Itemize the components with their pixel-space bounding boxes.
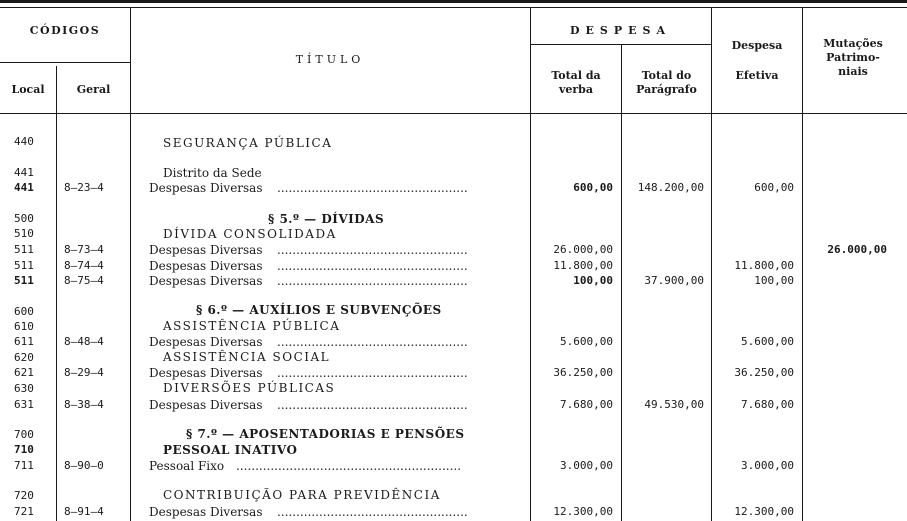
total-verba-header-2: verba bbox=[558, 83, 593, 96]
leader-dots: .................................................. bbox=[277, 274, 468, 288]
local-code: 510 bbox=[14, 227, 34, 240]
local-code: 500 bbox=[14, 212, 34, 225]
verba-value: 100,00 bbox=[573, 274, 613, 287]
section-title: § 7.º — APOSENTADORIAS E PENSÕES bbox=[186, 427, 465, 441]
local-code: 630 bbox=[14, 382, 34, 395]
local-code: 700 bbox=[14, 428, 34, 441]
section-title: § 5.º — DÍVIDAS bbox=[268, 212, 385, 226]
verba-value: 5.600,00 bbox=[560, 335, 613, 348]
geral-code: 8—91—4 bbox=[64, 505, 104, 518]
local-code: 711 bbox=[14, 459, 34, 472]
local-code: 631 bbox=[14, 398, 34, 411]
leader-dots: .................................................. bbox=[277, 259, 468, 273]
efetiva-value: 11.800,00 bbox=[734, 259, 794, 272]
verba-value: 26.000,00 bbox=[553, 243, 613, 256]
mutacoes-header-3: niais bbox=[838, 65, 868, 78]
row-title: CONTRIBUIÇÃO PARA PREVIDÊNCIA bbox=[163, 488, 441, 502]
efetiva-value: 600,00 bbox=[754, 181, 794, 194]
titulo-header: TÍTULO bbox=[295, 53, 365, 66]
efetiva-value: 36.250,00 bbox=[734, 366, 794, 379]
geral-code: 8—38—4 bbox=[64, 398, 104, 411]
col-line-local bbox=[56, 66, 57, 521]
paragrafo-value: 148.200,00 bbox=[637, 181, 704, 194]
verba-value: 12.300,00 bbox=[553, 505, 613, 518]
row-title: Despesas Diversas bbox=[149, 335, 263, 349]
mutacoes-header-1: Mutações bbox=[823, 37, 883, 50]
row-title: Despesas Diversas bbox=[149, 259, 263, 273]
efetiva-value: 3.000,00 bbox=[741, 459, 794, 472]
header-bottom-rule bbox=[0, 113, 907, 114]
row-title: Despesas Diversas bbox=[149, 366, 263, 380]
despesa-header: DESPESA bbox=[569, 24, 671, 37]
local-code: 611 bbox=[14, 335, 34, 348]
verba-value: 36.250,00 bbox=[553, 366, 613, 379]
top-rule-thin bbox=[0, 7, 907, 8]
despesa-efetiva-header-2: Efetiva bbox=[735, 69, 779, 82]
local-header: Local bbox=[11, 83, 45, 96]
total-paragrafo-header-1: Total do bbox=[641, 69, 692, 82]
row-title: SEGURANÇA PÚBLICA bbox=[163, 136, 333, 150]
local-code: 621 bbox=[14, 366, 34, 379]
local-code: 600 bbox=[14, 305, 34, 318]
col-line-efetiva bbox=[802, 8, 803, 521]
row-title: Pessoal Fixo bbox=[149, 459, 225, 473]
efetiva-value: 7.680,00 bbox=[741, 398, 794, 411]
leader-dots: .................................................. bbox=[277, 505, 468, 519]
despesa-efetiva-header-1: Despesa bbox=[731, 39, 783, 52]
row-title: PESSOAL INATIVO bbox=[163, 443, 298, 457]
row-title: Despesas Diversas bbox=[149, 243, 263, 257]
geral-code: 8—73—4 bbox=[64, 243, 104, 256]
mutacoes-value: 26.000,00 bbox=[827, 243, 887, 256]
local-code: 610 bbox=[14, 320, 34, 333]
verba-value: 3.000,00 bbox=[560, 459, 613, 472]
local-code: 620 bbox=[14, 351, 34, 364]
geral-code: 8—90—0 bbox=[64, 459, 104, 472]
row-title: DÍVIDA CONSOLIDADA bbox=[163, 227, 337, 241]
local-code: 441 bbox=[14, 181, 34, 194]
geral-code: 8—29—4 bbox=[64, 366, 104, 379]
row-title: Despesas Diversas bbox=[149, 398, 263, 412]
paragrafo-value: 37.900,00 bbox=[644, 274, 704, 287]
col-line-geral bbox=[130, 8, 131, 521]
local-code: 441 bbox=[14, 166, 34, 179]
geral-header: Geral bbox=[76, 83, 111, 96]
total-paragrafo-header-2: Parágrafo bbox=[636, 83, 697, 96]
total-verba-header-1: Total da bbox=[551, 69, 601, 82]
leader-dots: .................................................. bbox=[277, 398, 468, 412]
local-code: 511 bbox=[14, 243, 34, 256]
row-title: DIVERSÕES PÚBLICAS bbox=[163, 381, 336, 395]
local-code: 511 bbox=[14, 259, 34, 272]
geral-code: 8—75—4 bbox=[64, 274, 104, 287]
row-title: ASSISTÊNCIA PÚBLICA bbox=[163, 319, 341, 333]
section-title: § 6.º — AUXÍLIOS E SUBVENÇÕES bbox=[196, 303, 442, 317]
leader-dots: .................................................. bbox=[277, 243, 468, 257]
top-rule bbox=[0, 0, 907, 3]
row-title: ASSISTÊNCIA SOCIAL bbox=[163, 350, 331, 364]
efetiva-value: 5.600,00 bbox=[741, 335, 794, 348]
geral-code: 8—74—4 bbox=[64, 259, 104, 272]
row-title: Despesas Diversas bbox=[149, 181, 263, 195]
efetiva-value: 100,00 bbox=[754, 274, 794, 287]
paragrafo-value: 49.530,00 bbox=[644, 398, 704, 411]
verba-value: 7.680,00 bbox=[560, 398, 613, 411]
geral-code: 8—48—4 bbox=[64, 335, 104, 348]
codigos-header: CÓDIGOS bbox=[29, 24, 101, 37]
row-title: Despesas Diversas bbox=[149, 274, 263, 288]
verba-value: 600,00 bbox=[573, 181, 613, 194]
local-code: 720 bbox=[14, 489, 34, 502]
verba-value: 11.800,00 bbox=[553, 259, 613, 272]
leader-dots: .................................................. bbox=[277, 366, 468, 380]
mutacoes-header-2: Patrimo- bbox=[826, 51, 880, 64]
leader-dots: .................................................. bbox=[277, 181, 468, 195]
efetiva-value: 12.300,00 bbox=[734, 505, 794, 518]
local-code: 440 bbox=[14, 135, 34, 148]
local-code: 721 bbox=[14, 505, 34, 518]
codigos-underline bbox=[0, 62, 130, 63]
local-code: 511 bbox=[14, 274, 34, 287]
row-title: Despesas Diversas bbox=[149, 505, 263, 519]
leader-dots: .................................................. bbox=[277, 335, 468, 349]
leader-dots: ........................................................... bbox=[236, 459, 462, 473]
geral-code: 8—23—4 bbox=[64, 181, 104, 194]
local-code: 710 bbox=[14, 443, 34, 456]
row-title: Distrito da Sede bbox=[163, 166, 262, 180]
